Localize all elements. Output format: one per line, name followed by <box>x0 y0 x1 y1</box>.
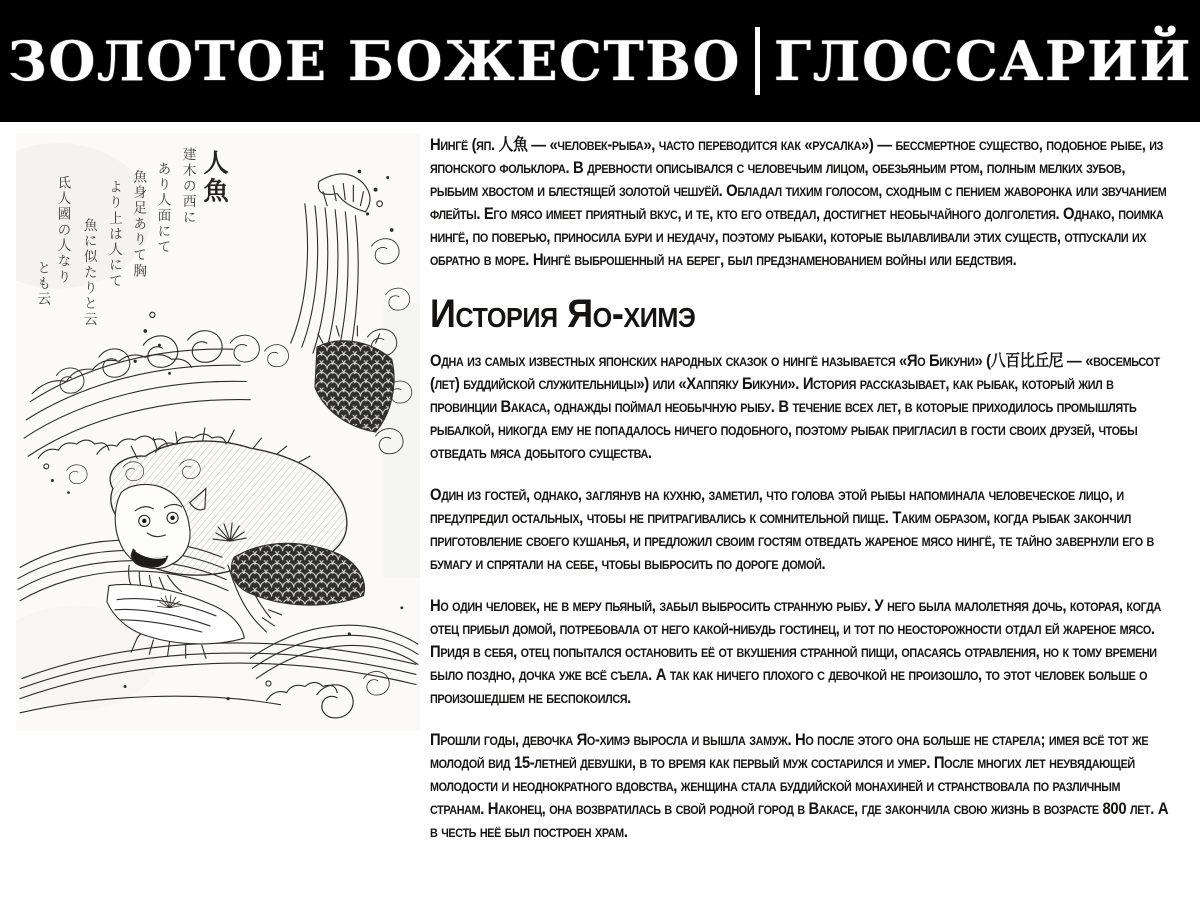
story-paragraph: Но один человек, не в меру пьяный, забыл выбросить странную рыбу. У него была малолетняя дочь, которая, когда отец прибыл домой, потребовала от него какой-нибудь гостинец, и тот по неосторожности отдал ей жареное мясо. Придя в себя, отец попытался остановить её от вкушения странной пищи, опасаясь отравления, но к тому времени было поздно, дочка уже всё съела. А так как ничего плохого с девочкой не произошло, то этот человек больше о произошедшем не беспокоился. <box>430 597 1161 707</box>
calligraphy-column: 魚身足ありて胸 <box>130 169 147 279</box>
ningyo-woodblock-svg <box>16 132 420 732</box>
glossary-article <box>430 134 1172 863</box>
title-bar <box>0 0 1200 122</box>
calligraphy-column: とも云 <box>34 260 51 308</box>
page-title-main: ЗОЛОТОЕ БОЖЕСТВО <box>7 29 741 93</box>
calligraphy-column: 氐人國の人なり <box>54 175 71 286</box>
calligraphy-column: 魚に似たりと云 <box>80 217 97 328</box>
page-title-sub: ГЛОССАРИЙ <box>773 29 1193 93</box>
intro-paragraph: Нингё (яп. 人魚 — «человек-рыба», часто переводится как «русалка») — бессмертное существо, подобное рыбе, из японского фольклора. В древности описывался с человечьим лицом, обезьяньим ртом, полным мелких зубов, рыбьим хвостом и блестящей золотой чешуёй. Обладал тихим голосом, сходным с пением жаворонка или звучанием флейты. Его мясо имеет приятный вкус, и те, кто его отведал, достигнет необычайного долголетия. Однако, поимка нингё, по поверью, приносила бури и неудачу, поэтому рыбаки, которые вылавливали этих существ, отпускали их обратно в море. Нингё выброшенный на берег, был предзнаменованием войны или бедствия. <box>430 136 1167 269</box>
story-paragraph: Одна из самых известных японских народных сказок о нингё называется «Яо Бикуни» (八百比丘尼 — «восемьсот (лет) буддийской служительницы») или «Хаппяку Бикуни». История рассказывает, как рыбак, который жил в провинции Вакаса, однажды поймал необычную рыбу. В течение всех лет, в которые приходилось промышлять рыбалкой, никогда ему не попадалось ничего подобного, поэтому рыбак пригласил в гости своих друзей, чтобы отведать мяса добытого существа. <box>430 352 1160 462</box>
calligraphy-column: 建木の西に <box>179 147 196 226</box>
story-paragraph: Один из гостей, однако, заглянув на кухню, заметил, что голова этой рыбы напоминала человеческое лицо, и предупредил остальных, чтобы не притрагивались к сомнительной пище. Таким образом, когда рыбак закончил приготовление своего кушанья, и предложил своим гостям отведать жареное мясо нингё, те тайно завернули его в бумагу и спрятали на себе, чтобы выбросить по дороге домой. <box>430 486 1154 573</box>
title-divider <box>755 27 760 95</box>
ningyo-illustration <box>16 132 420 732</box>
calligraphy-title: 人魚 <box>199 149 230 206</box>
calligraphy-column: あり人面にて <box>154 161 171 256</box>
story-paragraph: Прошли годы, девочка Яо-химэ выросла и вышла замуж. Но после этого она больше не старела; имея всё тот же молодой вид 15-летней девушки, в то время как первый муж состарился и умер. После многих лет неувядающей молодости и неоднократного вдовства, женщина стала буддийской монахиней и странствовала по различным странам. Наконец, она возвратилась в свой родной город в Вакасе, где закончила свою жизнь в возрасте 800 лет. А в честь неё был построен храм. <box>430 731 1169 841</box>
page-content <box>0 122 1200 900</box>
section-heading: История Яо-химэ <box>430 292 696 336</box>
calligraphy-column: より上は人にて <box>105 179 122 290</box>
